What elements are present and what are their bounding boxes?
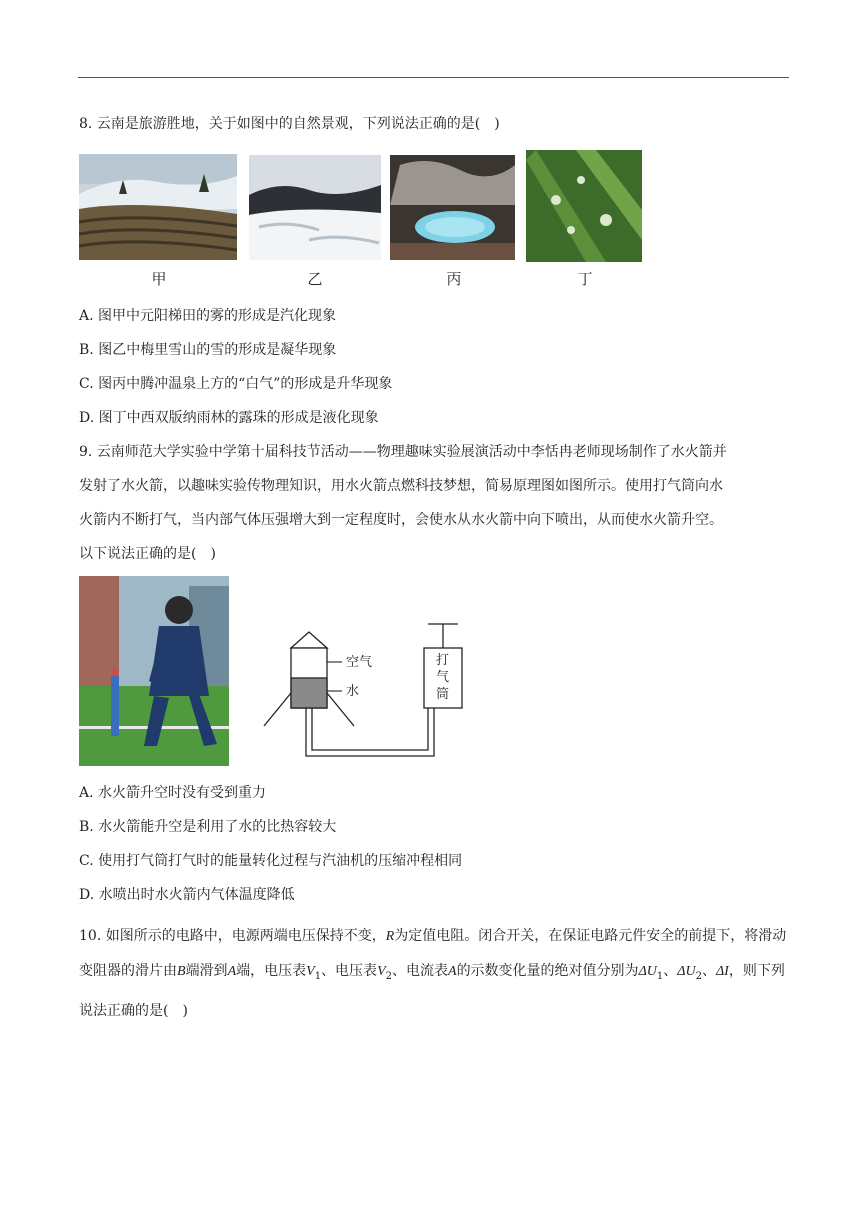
- q9-stem-line-4: 以下说法正确的是( ): [79, 546, 216, 562]
- caption-jia: 甲: [151, 270, 167, 288]
- water-rocket-diagram: [258, 618, 468, 773]
- q9-stem-line-3: 火箭内不断打气，当内部气体压强增大到一定程度时，会使水从水火箭中向下喷出，从而使水火箭升空。: [79, 512, 723, 528]
- q8-option-c: C. 图丙中腾冲温泉上方的“白气”的形成是升华现象: [79, 376, 393, 392]
- photo-teacher-rocket: [79, 576, 229, 766]
- photo-snow-mountain: [249, 155, 381, 260]
- q8-stem: 8. 云南是旅游胜地，关于如图中的自然景观，下列说法正确的是( ): [79, 116, 500, 132]
- header-rule: [78, 77, 789, 78]
- label-air: 空气: [346, 655, 373, 670]
- caption-yi: 乙: [307, 270, 323, 288]
- q9-stem-line-1: 9. 云南师范大学实验中学第十届科技节活动——物理趣味实验展演活动中李恬冉老师现场制作了水火箭并: [79, 444, 727, 460]
- q8-option-b: B. 图乙中梅里雪山的雪的形成是凝华现象: [79, 342, 337, 358]
- q9-option-d: D. 水喷出时水火箭内气体温度降低: [79, 887, 295, 903]
- label-pump-3: 筒: [436, 687, 450, 702]
- q9-option-c: C. 使用打气筒打气时的能量转化过程与汽油机的压缩冲程相同: [79, 853, 463, 869]
- photo-hot-spring: [390, 155, 515, 260]
- caption-ding: 丁: [577, 270, 593, 288]
- photo-terraces: [79, 154, 237, 260]
- label-water: 水: [346, 684, 360, 699]
- q9-stem-line-2: 发射了水火箭，以趣味实验传物理知识，用水火箭点燃科技梦想，简易原理图如图所示。使用打气筒向水: [79, 478, 723, 494]
- q9-option-a: A. 水火箭升空时没有受到重力: [79, 785, 267, 801]
- q8-option-a: A. 图甲中元阳梯田的雾的形成是汽化现象: [79, 308, 337, 324]
- label-pump-2: 气: [436, 670, 450, 685]
- photo-dewdrops: [526, 150, 642, 262]
- label-pump-1: 打: [436, 653, 450, 668]
- q10-stem: 10. 如图所示的电路中，电源两端电压保持不变，R为定值电阻。闭合开关，在保证电路元件安全的前提下，将滑动变阻器的滑片由B端滑到A端，电压表$V_1$、电压表$V_2$、电流表A的示数变化量的绝对值分别为$\Delta U_1$、$\Delta U_2$、ΔI，则下列说法正确的是( ): [79, 928, 787, 1019]
- q8-option-d: D. 图丁中西双版纳雨林的露珠的形成是液化现象: [79, 410, 379, 426]
- caption-bing: 丙: [446, 270, 462, 288]
- q9-option-b: B. 水火箭能升空是利用了水的比热容较大: [79, 819, 337, 835]
